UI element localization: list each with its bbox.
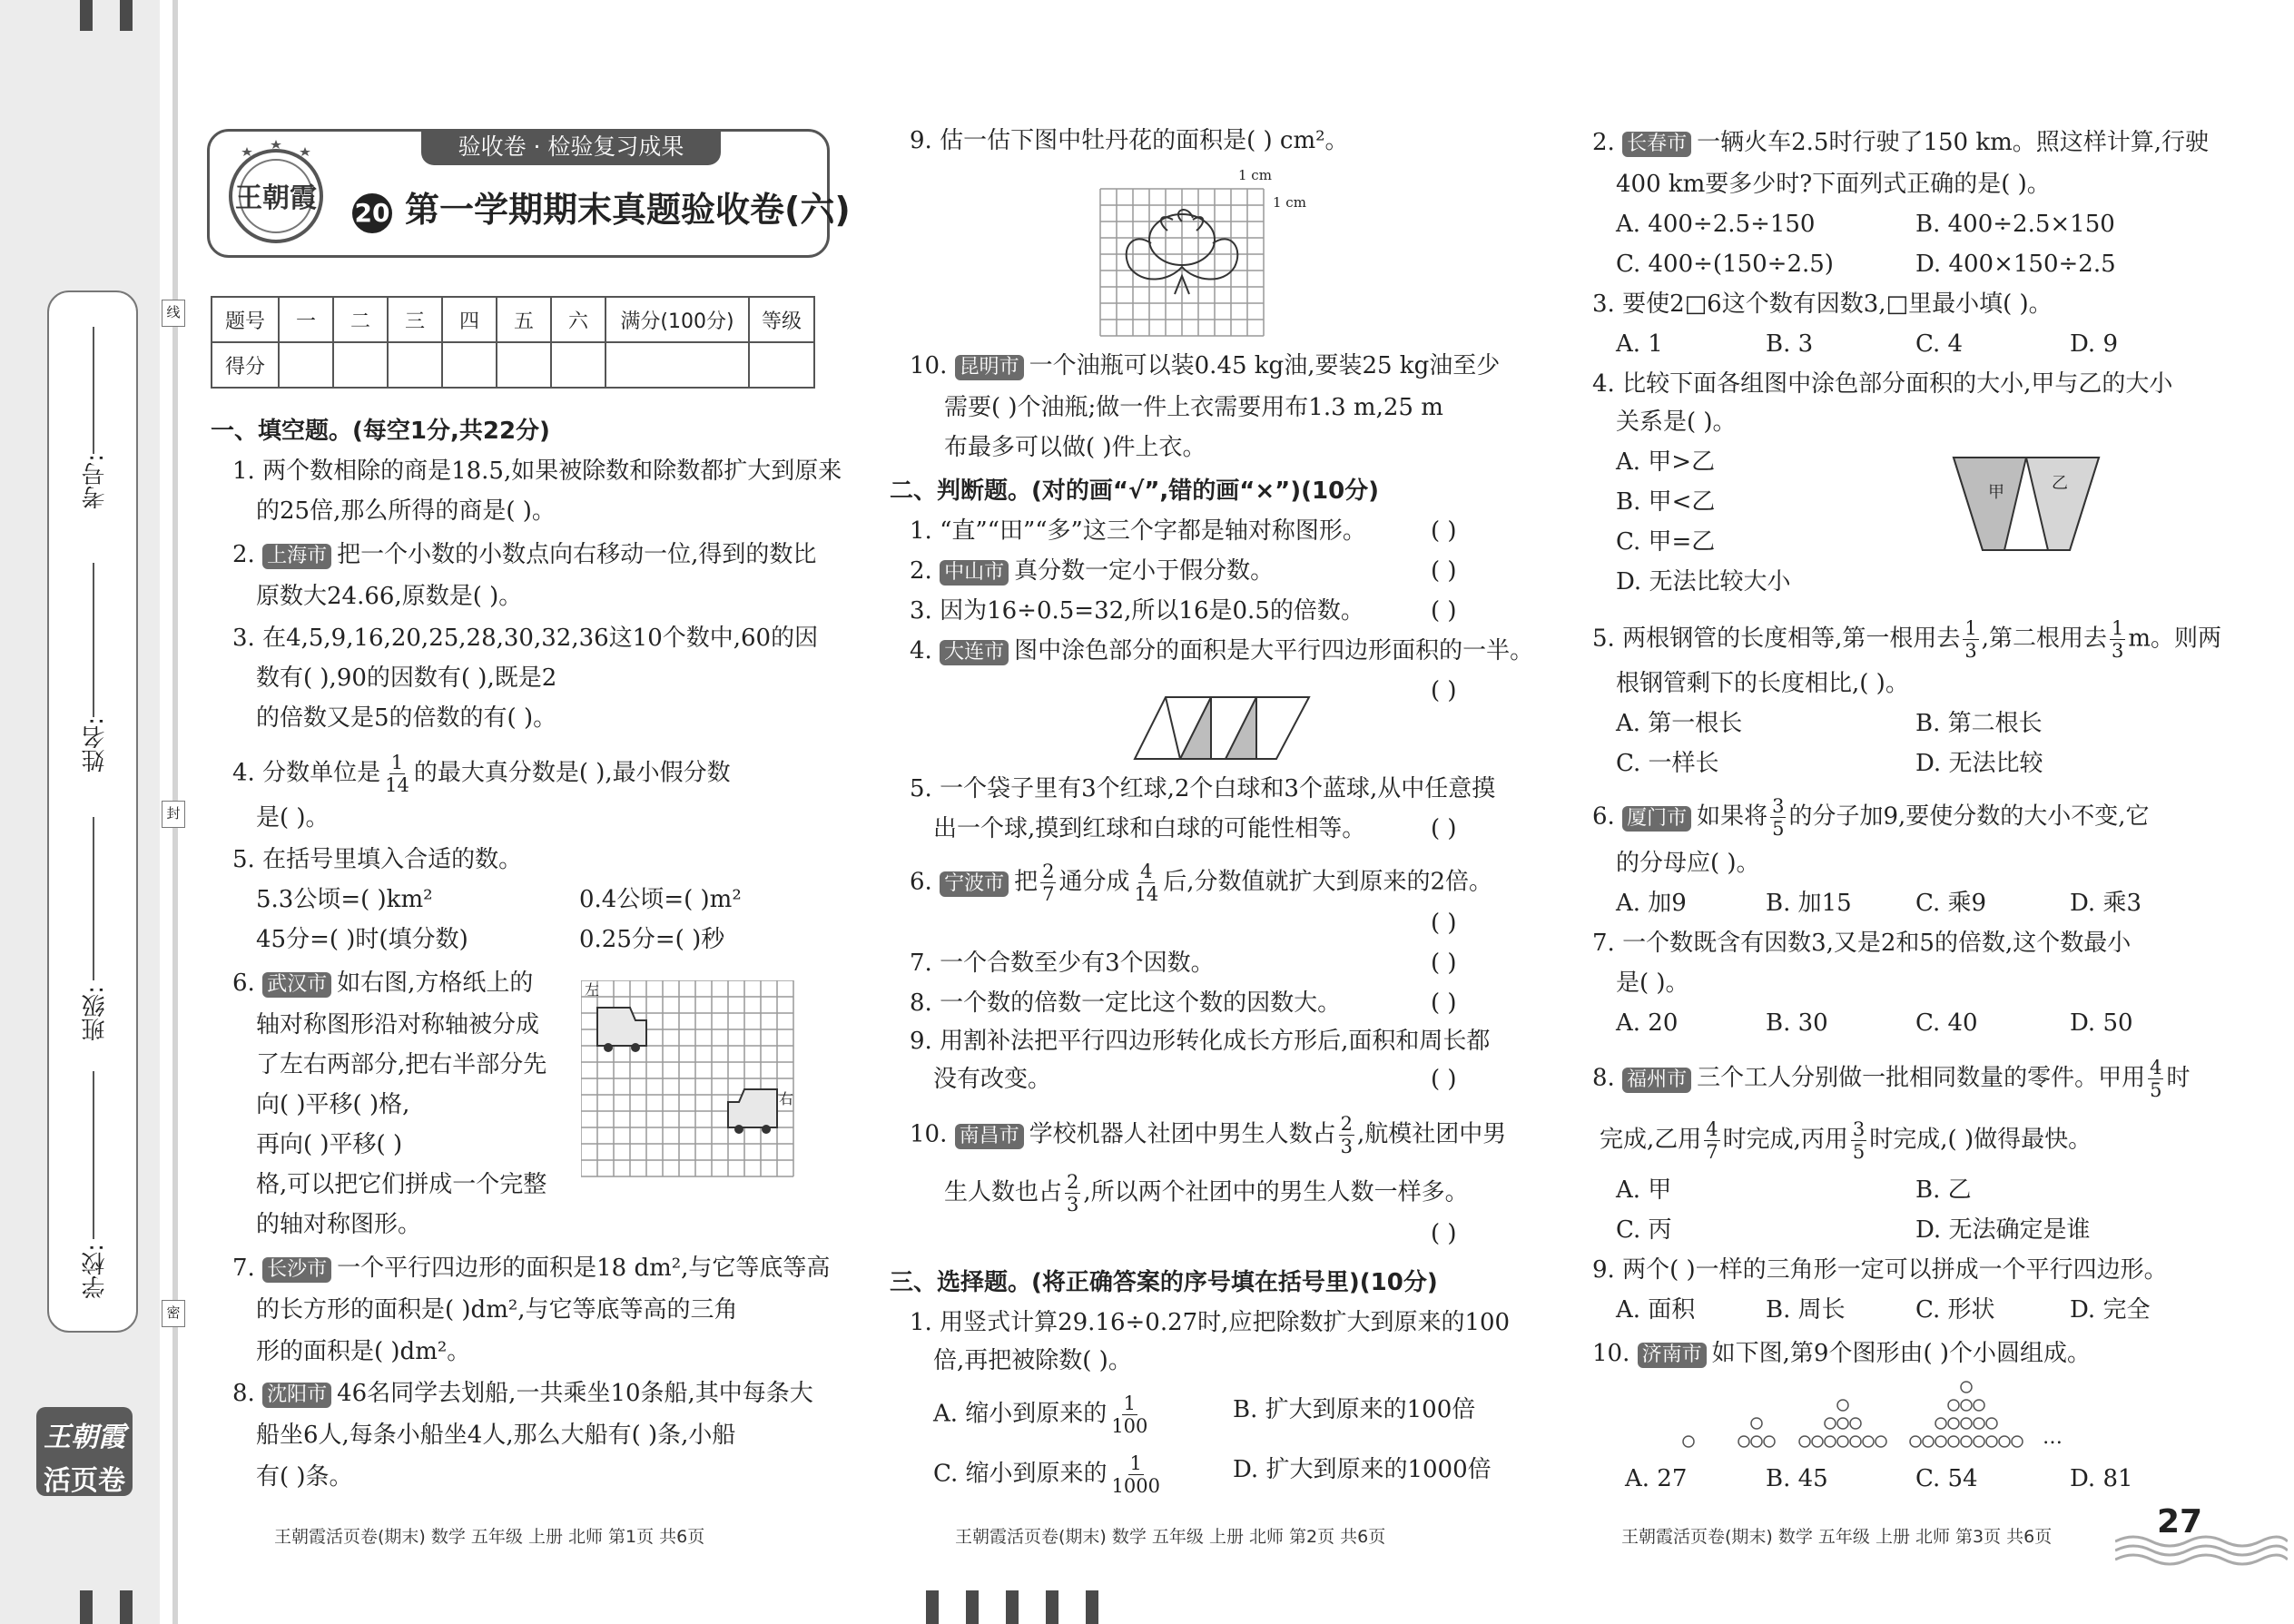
option-text: C. 缩小到原来的 $\frac{1}{1000}$	[933, 1452, 1160, 1497]
label-yi: 乙	[2052, 474, 2068, 493]
answer-paren[interactable]: ( )	[1431, 597, 1457, 625]
binding-bar	[1046, 1590, 1058, 1624]
exam-title: 20 第一学期期末真题验收卷(六)	[352, 182, 851, 233]
question-text: 4. 大连市 图中涂色部分的面积是大平行四边形面积的一半。	[910, 637, 1534, 664]
question-text: 是( )。	[1616, 969, 1689, 997]
score-cell[interactable]	[749, 342, 814, 388]
question-text: 是( )。	[256, 804, 330, 832]
score-table-row: 得分	[212, 342, 814, 388]
question-text: 9. 两个( )一样的三角形一定可以拼成一个平行四边形。	[1592, 1256, 2168, 1284]
city-tag: 宁波市	[940, 871, 1009, 897]
city-tag: 中山市	[940, 560, 1009, 586]
score-cell[interactable]	[605, 342, 749, 388]
question-text: 0.4公顷=( )m²	[579, 886, 742, 913]
question-text: 3. 在4,5,9,16,20,25,28,30,32,36这10个数中,60的因	[232, 625, 819, 652]
label-jia: 甲	[1988, 483, 2004, 502]
option-text: C. 4	[1915, 330, 1964, 358]
binding-bar	[1086, 1590, 1098, 1624]
fraction: $\frac{4}{7}$	[1706, 1118, 1718, 1163]
peony-grid-figure	[1097, 167, 1314, 340]
option-text: B. 周长	[1766, 1296, 1846, 1324]
answer-paren[interactable]: ( )	[1431, 989, 1457, 1017]
question-text: 1. “直”“田”“多”这三个字都是轴对称图形。	[910, 517, 1366, 545]
section-3-title: 三、选择题。(将正确答案的序号填在括号里)(10分)	[890, 1269, 1438, 1296]
question-text: 10. 昆明市 一个油瓶可以装0.45 kg油,要装25 kg油至少	[910, 352, 1501, 379]
question-text: 3. 要使2□6这个数有因数3,□里最小填( )。	[1592, 290, 2053, 318]
option-text: A. 甲>乙	[1616, 448, 1716, 476]
option-text: D. 400×150÷2.5	[1915, 251, 2116, 278]
binding-bar	[120, 0, 133, 31]
question-text: 的长方形的面积是( )dm²,与它等底等高的三角	[256, 1296, 738, 1324]
section-1-title: 一、填空题。(每空1分,共22分)	[211, 418, 550, 445]
label-right: 右	[779, 1090, 794, 1107]
score-cell[interactable]	[551, 342, 605, 388]
question-text: 再向( )平移( )	[256, 1131, 403, 1158]
question-text: 2. 长春市 一辆火车2.5时行驶了150 km。照这样计算,行驶	[1592, 129, 2210, 156]
fraction: $\frac{1}{100}$	[1111, 1393, 1148, 1437]
question-text: 数有( ),90的因数有( ),既是2	[256, 664, 557, 692]
score-table	[211, 296, 815, 389]
score-cell[interactable]	[388, 342, 442, 388]
score-cell[interactable]	[442, 342, 497, 388]
option-text: A. 20	[1616, 1009, 1679, 1037]
question-text: 倍,再把被除数( )。	[933, 1347, 1132, 1374]
option-text: A. 400÷2.5÷150	[1616, 211, 1816, 238]
field-exam-number[interactable]: 考号:	[81, 454, 109, 509]
binding-bar	[926, 1590, 939, 1624]
city-tag: 福州市	[1622, 1068, 1691, 1093]
question-text: 9. 用割补法把平行四边形转化成长方形后,面积和周长都	[910, 1028, 1491, 1055]
option-text: B. 乙	[1915, 1176, 1972, 1204]
question-text: 7. 一个合数至少有3个因数。	[910, 950, 1215, 977]
question-text: 2. 上海市 把一个小数的小数点向右移动一位,得到的数比	[232, 541, 817, 568]
grid-figure-truck	[581, 980, 804, 1178]
option-text: A. 加9	[1616, 890, 1687, 917]
score-cell[interactable]	[279, 342, 333, 388]
seal-mark: 密	[162, 1300, 185, 1327]
question-text: 需要( )个油瓶;做一件上衣需要用布1.3 m,25 m	[944, 394, 1443, 421]
question-text: 的25倍,那么所得的商是( )。	[256, 497, 556, 525]
binding-bar	[1006, 1590, 1019, 1624]
fraction: $\frac{2}{3}$	[1340, 1113, 1354, 1157]
option-text: C. 400÷(150÷2.5)	[1616, 251, 1834, 278]
parallelogram-figure	[1133, 695, 1311, 761]
page-number: 27	[2157, 1503, 2203, 1540]
ellipsis: …	[2043, 1426, 2063, 1449]
question-text: 1. 两个数相除的商是18.5,如果被除数和除数都扩大到原来	[232, 458, 842, 485]
option-text: D. 无法比较	[1915, 750, 2043, 777]
question-text: 8. 沈阳市 46名同学去划船,一共乘坐10条船,其中每条大	[232, 1380, 813, 1407]
option-text: D. 50	[2070, 1009, 2133, 1037]
city-tag: 长沙市	[262, 1257, 331, 1283]
city-tag: 沈阳市	[262, 1383, 331, 1408]
question-text: 布最多可以做( )件上衣。	[944, 434, 1206, 461]
field-line	[93, 327, 94, 454]
question-text: 完成,乙用 $\frac{4}{7}$ 时完成,丙用 $\frac{3}{5}$ 时完成,( )做得最快。	[1600, 1118, 2092, 1163]
field-line	[93, 563, 94, 717]
section-2-title: 二、判断题。(对的画“√”,错的画“×”)(10分)	[890, 477, 1380, 505]
fraction: $\frac{1}{1000}$	[1111, 1452, 1160, 1497]
score-cell[interactable]	[497, 342, 551, 388]
question-text: 的轴对称图形。	[256, 1211, 422, 1238]
question-text: 6. 武汉市 如右图,方格纸上的	[232, 969, 534, 997]
answer-paren[interactable]: ( )	[1431, 910, 1457, 937]
option-text: D. 无法比较大小	[1616, 568, 1791, 595]
question-text: 7. 长沙市 一个平行四边形的面积是18 dm²,与它等底等高	[232, 1255, 831, 1282]
option-text: C. 甲=乙	[1616, 528, 1716, 556]
trapezoid-figure	[1952, 456, 2101, 552]
option-text: B. 第二根长	[1915, 710, 2043, 737]
question-text: 的倍数又是5的倍数的有( )。	[256, 704, 557, 732]
option-text: D. 扩大到原来的1000倍	[1233, 1456, 1492, 1483]
page-footer: 王朝霞活页卷(期末) 数学 五年级 上册 北师 第1页 共6页	[274, 1527, 705, 1547]
option-text: D. 81	[2070, 1465, 2133, 1492]
score-table-row: 题号 一 二 三 四 五 六 满分(100分) 等级	[212, 297, 814, 342]
binding-bar	[80, 1590, 93, 1624]
option-text: C. 一样长	[1616, 750, 1719, 777]
option-text: A. 甲	[1616, 1176, 1672, 1204]
question-text: 10. 济南市 如下图,第9个图形由( )个小圆组成。	[1592, 1340, 2091, 1367]
fraction: $\frac{2}{3}$	[1067, 1171, 1079, 1216]
field-school[interactable]: 学校:	[81, 1244, 109, 1299]
seal-mark: 线	[162, 300, 185, 327]
answer-paren[interactable]: ( )	[1431, 517, 1457, 545]
fraction: $\frac{3}{5}$	[1772, 795, 1785, 840]
question-text: 8. 一个数的倍数一定比这个数的因数大。	[910, 989, 1342, 1017]
binding-bar	[80, 0, 93, 31]
city-tag: 大连市	[940, 640, 1009, 665]
answer-paren[interactable]: ( )	[1431, 815, 1457, 842]
city-tag: 长春市	[1622, 132, 1691, 157]
publisher-logo: 王朝霞 活页卷	[36, 1407, 133, 1496]
score-cell[interactable]	[333, 342, 388, 388]
question-text: 船坐6人,每条小船坐4人,那么大船有( )条,小船	[256, 1422, 736, 1449]
option-text: D. 乘3	[2070, 890, 2141, 917]
question-text: 轴对称图形沿对称轴被分成	[256, 1011, 540, 1038]
fraction: $\frac{4}{14}$	[1134, 861, 1159, 905]
city-tag: 南昌市	[955, 1124, 1024, 1149]
question-text: 出一个球,摸到红球和白球的可能性相等。	[933, 815, 1366, 842]
city-tag: 昆明市	[955, 355, 1024, 380]
option-text: A. 缩小到原来的 $\frac{1}{100}$	[933, 1393, 1148, 1437]
fraction: $\frac{2}{7}$	[1042, 861, 1055, 905]
option-text: B. 3	[1766, 330, 1814, 358]
answer-paren[interactable]: ( )	[1431, 557, 1457, 585]
option-text: A. 1	[1616, 330, 1663, 358]
fraction: $\frac{4}{5}$	[2150, 1057, 2162, 1101]
city-tag: 武汉市	[262, 972, 331, 998]
fraction: $\frac{1}{3}$	[2111, 617, 2124, 662]
question-text: 有( )条。	[256, 1463, 353, 1491]
option-text: D. 无法确定是谁	[1915, 1216, 2091, 1244]
option-text: D. 9	[2070, 330, 2118, 358]
option-text: B. 甲<乙	[1616, 488, 1716, 516]
field-line	[93, 817, 94, 980]
question-text: 5. 两根钢管的长度相等,第一根用去 $\frac{1}{3}$ ,第二根用去 $\frac{1}{3}$ m。则两	[1592, 617, 2222, 662]
question-text: 8. 福州市 三个工人分别做一批相同数量的零件。甲用 $\frac{4}{5}$ 时	[1592, 1057, 2191, 1101]
option-text: A. 27	[1625, 1465, 1688, 1492]
page-footer: 王朝霞活页卷(期末) 数学 五年级 上册 北师 第2页 共6页	[955, 1527, 1386, 1547]
question-text: 根钢管剩下的长度相比,( )。	[1616, 670, 1909, 697]
question-text: 形的面积是( )dm²。	[256, 1338, 471, 1365]
header-tab: 验收卷 · 检验复习成果	[421, 129, 721, 165]
question-text: 10. 南昌市 学校机器人社团中男生人数占 $\frac{2}{3}$ ,航模社团中男	[910, 1113, 1507, 1157]
question-text: 45分=( )时(填分数)	[256, 926, 468, 953]
option-text: D. 完全	[2070, 1296, 2151, 1324]
field-name[interactable]: 姓名:	[81, 717, 109, 773]
option-text: A. 第一根长	[1616, 710, 1743, 737]
city-tag: 济南市	[1638, 1343, 1707, 1368]
question-text: 向( )平移( )格,	[256, 1091, 410, 1118]
binding-bar	[966, 1590, 979, 1624]
option-text: B. 400÷2.5×150	[1915, 211, 2115, 238]
question-text: 9. 估一估下图中牡丹花的面积是( ) cm²。	[910, 127, 1349, 154]
option-text: C. 54	[1915, 1465, 1978, 1492]
unit-label: 1 cm	[1238, 167, 1272, 183]
fraction: $\frac{3}{5}$	[1852, 1118, 1866, 1163]
option-text: B. 30	[1766, 1009, 1828, 1037]
answer-paren[interactable]: ( )	[1431, 950, 1457, 977]
question-text: 6. 厦门市 如果将 $\frac{3}{5}$ 的分子加9,要使分数的大小不变,它	[1592, 795, 2150, 840]
question-text: 的分母应( )。	[1616, 850, 1760, 877]
city-tag: 上海市	[262, 544, 331, 569]
question-text: 5. 一个袋子里有3个红球,2个白球和3个蓝球,从中任意摸	[910, 775, 1496, 802]
option-text: B. 扩大到原来的100倍	[1233, 1396, 1476, 1423]
answer-paren[interactable]: ( )	[1431, 1220, 1457, 1247]
wave-decoration	[2115, 1532, 2288, 1569]
question-text: 格,可以把它们拼成一个完整	[256, 1171, 547, 1198]
option-text: C. 丙	[1616, 1216, 1672, 1244]
fraction: $\frac{1}{3}$	[1964, 617, 1977, 662]
question-text: 4. 分数单位是 $\frac{1}{14}$ 的最大真分数是( ),最小假分数	[232, 752, 731, 796]
svg-text:王朝霞: 王朝霞	[235, 182, 317, 214]
field-line	[93, 1071, 94, 1239]
question-text: 400 km要多少时?下面列式正确的是( )。	[1616, 171, 2051, 198]
question-text: 原数大24.66,原数是( )。	[256, 583, 523, 610]
binding-bar	[120, 1590, 133, 1624]
option-text: A. 面积	[1616, 1296, 1696, 1324]
question-text: 0.25分=( )秒	[579, 926, 725, 953]
fraction: $\frac{1}{14}$	[385, 752, 409, 796]
city-tag: 厦门市	[1622, 806, 1691, 832]
question-text: 没有改变。	[933, 1066, 1052, 1093]
seal-mark: 封	[162, 801, 185, 828]
question-text: 2. 中山市 真分数一定小于假分数。	[910, 557, 1275, 585]
brand-badge	[220, 136, 332, 247]
option-text: B. 加15	[1766, 890, 1852, 917]
answer-paren[interactable]: ( )	[1431, 1066, 1457, 1093]
question-text: 3. 因为16÷0.5=32,所以16是0.5的倍数。	[910, 597, 1364, 625]
question-text: 关系是( )。	[1616, 408, 1737, 436]
question-text: 5.3公顷=( )km²	[256, 886, 433, 913]
option-text: C. 40	[1915, 1009, 1978, 1037]
question-text: 5. 在括号里填入合适的数。	[232, 846, 523, 873]
label-left: 左	[585, 981, 600, 999]
circle-pattern-figure	[1679, 1380, 2097, 1454]
question-text: 7. 一个数既含有因数3,又是2和5的倍数,这个数最小	[1592, 930, 2132, 957]
option-text: C. 形状	[1915, 1296, 1995, 1324]
question-text: 4. 比较下面各组图中涂色部分面积的大小,甲与乙的大小	[1592, 370, 2173, 398]
option-text: C. 乘9	[1915, 890, 1987, 917]
page-footer: 王朝霞活页卷(期末) 数学 五年级 上册 北师 第3页 共6页	[1621, 1527, 2053, 1547]
option-text: B. 45	[1766, 1465, 1828, 1492]
answer-paren[interactable]: ( )	[1431, 677, 1457, 704]
unit-label: 1 cm	[1273, 194, 1306, 211]
question-text: 了左右两部分,把右半部分先	[256, 1051, 547, 1078]
question-text: 1. 用竖式计算29.16÷0.27时,应把除数扩大到原来的100	[910, 1309, 1511, 1336]
field-class[interactable]: 班级:	[81, 986, 109, 1041]
exam-number-badge: 20	[352, 193, 392, 233]
question-text: 6. 宁波市 把 $\frac{2}{7}$ 通分成 $\frac{4}{14}$ 后,分数值就扩大到原来的2倍。	[910, 861, 1493, 905]
question-text: 生人数也占 $\frac{2}{3}$ ,所以两个社团中的男生人数一样多。	[944, 1171, 1469, 1216]
